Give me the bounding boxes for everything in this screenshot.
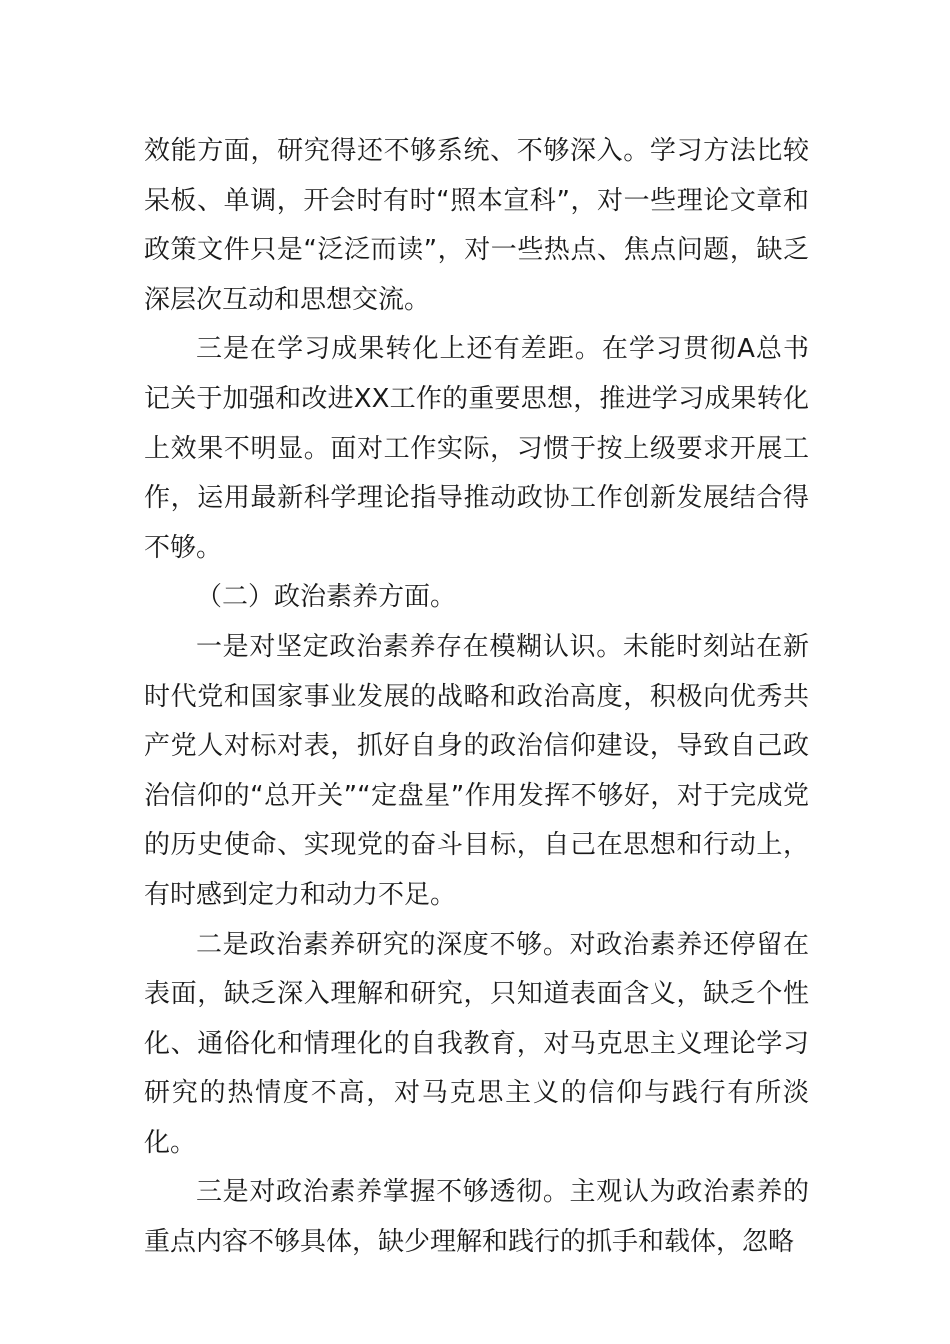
paragraph-learning-outcomes: 三是在学习成果转化上还有差距。在学习贯彻A总书记关于加强和改进XX工作的重要思想，推进学习成果转化上效果不明显。面对工作实际，习惯于按上级要求开展工作，运用最新科学理论指导推动政协工作创新发展结合得不够。 [144,334,809,563]
paragraph-point-three: 三是对政治素养掌握不够透彻。主观认为政治素养的重点内容不够具体，缺少理解和践行的抓手和载体，忽略 [144,1177,809,1258]
paragraph-point-two: 二是政治素养研究的深度不够。对政治素养还停留在表面，缺乏深入理解和研究，只知道表面含义，缺乏个性化、通俗化和情理化的自我教育，对马克思主义理论学习研究的热情度不高，对马克思主义的信仰与践行有所淡化。 [144,929,809,1158]
paragraph-point-one: 一是对坚定政治素养存在模糊认识。未能时刻站在新时代党和国家事业发展的战略和政治高度，积极向优秀共产党人对标对表，抓好自身的政治信仰建设，导致自己政治信仰的“总开关”“定盘星”作用发挥不够好，对于完成党的历史使命、实现党的奋斗目标，自己在思想和行动上，有时感到定力和动力不足。 [144,631,809,910]
paragraph-continuation: 效能方面，研究得还不够系统、不够深入。学习方法比较呆板、单调，开会时有时“照本宣科”，对一些理论文章和政策文件只是“泛泛而读”，对一些热点、焦点问题，缺乏深层次互动和思想交流。 [144,136,809,315]
section-heading-political-literacy: （二）政治素养方面。 [196,582,457,613]
document-body [144,127,809,1268]
